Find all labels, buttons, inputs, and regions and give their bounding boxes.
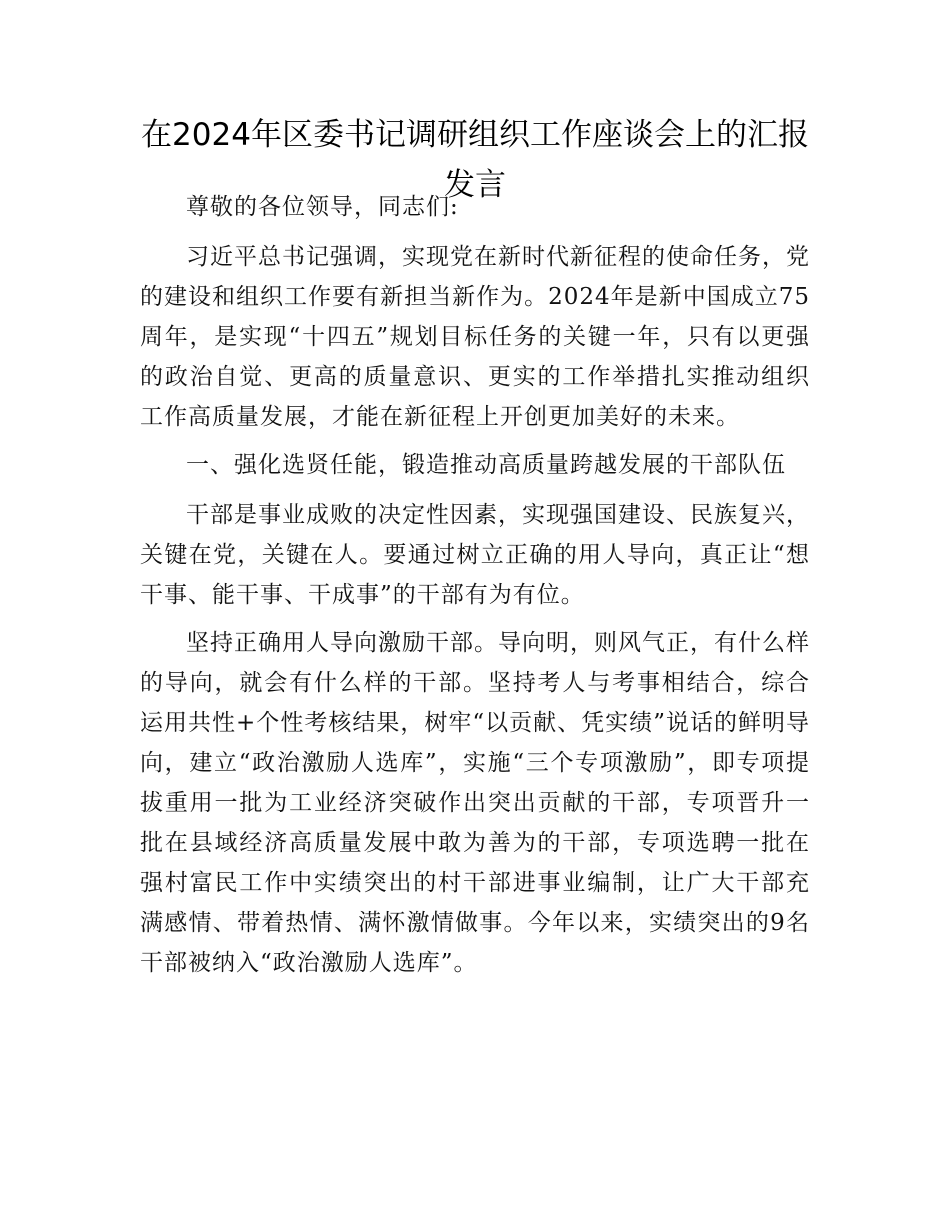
salutation: 尊敬的各位领导，同志们: [186, 194, 459, 220]
paragraph-incentives: 坚持正确用人导向激励干部。导向明，则风气正，有什么样的导向，就会有什么样的干部。坚持考人与考事相结合，综合运用共性+个性考核结果，树牢“以贡献、凭实绩”说话的鲜明导向，建立“政治激励人选库”，实施“三个专项激励”，即专项提拔重用一批为工业经济突破作出突出贡献的干部，专项晋升一批在县域经济高质量发展中敢为善为的干部，专项选聘一批在强村富民工作中实绩突出的村干部进事业编制，让广大干部充满感情、带着热情、满怀激情做事。今年以来，实绩突出的9名干部被纳入“政治激励人选库”。 [140, 630, 810, 976]
paragraph-cadres: 干部是事业成败的决定性因素，实现强国建设、民族复兴，关键在党，关键在人。要通过树立正确的用人导向，真正让“想干事、能干事、干成事”的干部有为有位。 [140, 502, 810, 608]
section-heading-1: 一、强化选贤任能，锻造推动高质量跨越发展的干部队伍 [186, 452, 786, 478]
paragraph-intro: 习近平总书记强调，实现党在新时代新征程的使命任务，党的建设和组织工作要有新担当新作为。2024年是新中国成立75周年，是实现“十四五”规划目标任务的关键一年，只有以更强的政治自觉、更高的质量意识、更实的工作举措扎实推动组织工作高质量发展，才能在新征程上开创更加美好的未来。 [140, 244, 810, 430]
document-title: 在2024年区委书记调研组织工作座谈会上的汇报发言 [141, 117, 809, 203]
document-body [140, 187, 810, 991]
